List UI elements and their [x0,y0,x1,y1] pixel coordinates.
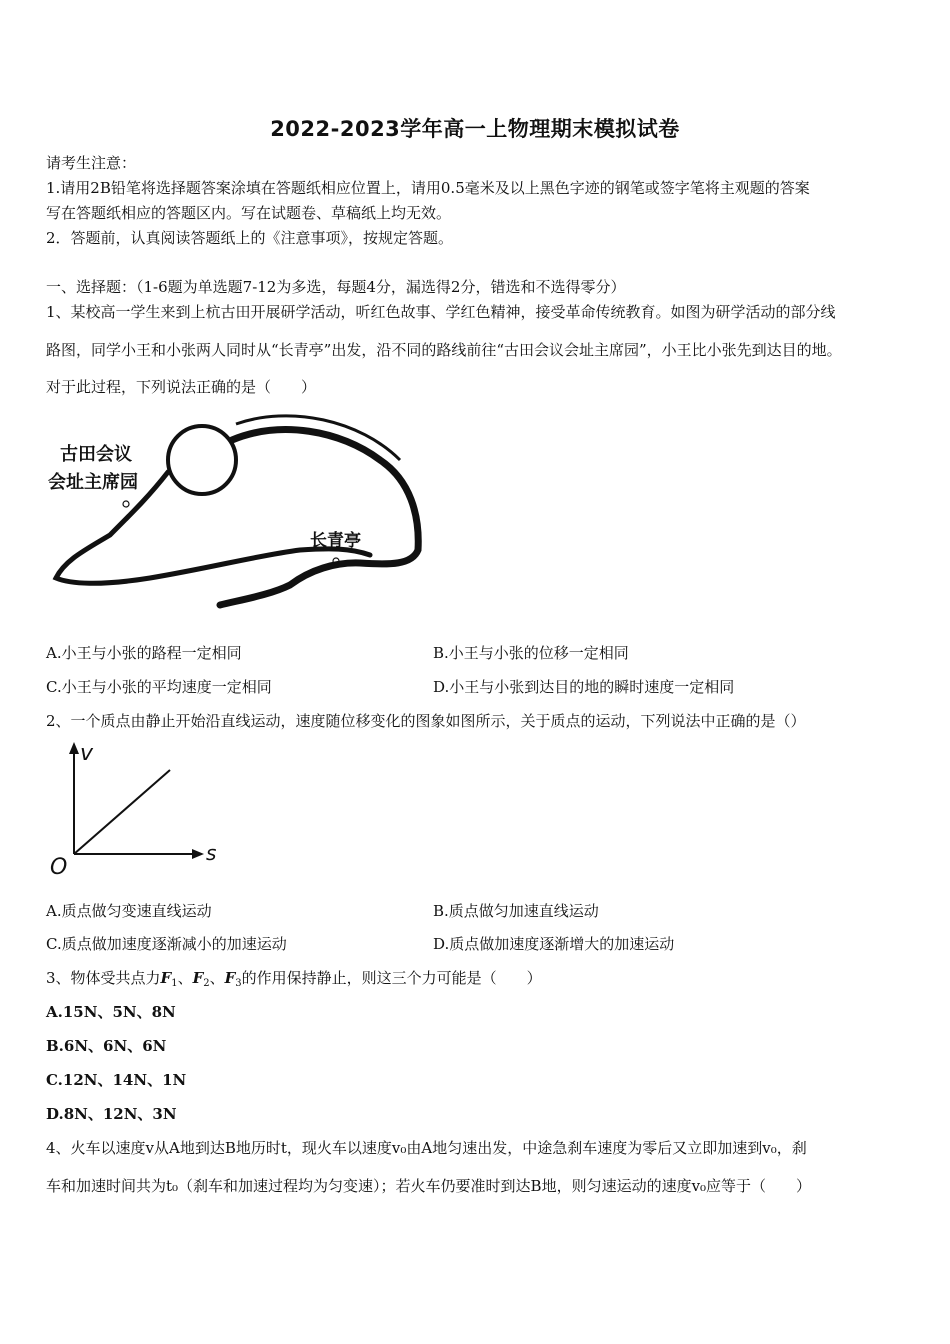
q2-option-b: B.质点做匀加速直线运动 [433,902,599,920]
q3-stem-pre: 3、物体受共点力 [46,969,161,987]
q3-option-c: C.12N、14N、1N [46,1071,187,1089]
graph-line [74,770,170,854]
graph-origin-label: O [50,855,68,878]
vs-graph-graphic [44,738,234,878]
q3-force-3-sub: 3 [235,978,242,989]
q2-stem: 2、一个质点由静止开始沿直线运动，速度随位移变化的图象如图所示，关于质点的运动，下列说法中正确的是（） [46,712,806,730]
q3-force-1: F [160,969,172,987]
graph-y-arrow [69,742,79,754]
map-label-dest-2: 会址主席园 [48,472,138,493]
q1-route-map [40,400,440,615]
q3-option-b: B.6N、6N、6N [46,1037,167,1055]
q3-force-2-sub: 2 [203,978,210,989]
map-label-start: 长青亭 [310,531,361,551]
graph-x-arrow [192,849,204,859]
q2-option-c: C.质点做加速度逐渐减小的加速运动 [46,935,287,953]
q3-force-2: F [192,969,204,987]
q3-option-a: A.15N、5N、8N [46,1003,176,1021]
section-heading: 一、选择题：（1-6题为单选题7-12为多选，每题4分，漏选得2分，错选和不选得零分） [46,278,626,296]
route-map-graphic [40,400,440,615]
map-label-dest-1: 古田会议 [60,444,132,465]
q3-force-3: F [224,969,236,987]
q1-option-d: D.小王与小张到达目的地的瞬时速度一定相同 [433,678,735,696]
q3-force-1-sub: 1 [171,978,178,989]
graph-x-label: s [206,841,217,865]
q3-stem-post: 的作用保持静止，则这三个力可能是（ ） [241,969,542,987]
notice-heading: 请考生注意： [46,154,137,172]
notice-item-1-line-1: 1.请用2B铅笔将选择题答案涂填在答题纸相应位置上，请用0.5毫米及以上黑色字迹的钢笔或签字笔将主观题的答案 [46,179,810,197]
q1-option-c: C.小王与小张的平均速度一定相同 [46,678,272,696]
q1-option-a: A.小王与小张的路程一定相同 [46,644,242,662]
q1-stem-line-2: 路图，同学小王和小张两人同时从“长青亭”出发，沿不同的路线前往“古田会议会址主席园”，小王比小张先到达目的地。 [46,341,842,359]
q2-vs-graph [44,738,234,878]
q1-stem-line-3: 对于此过程，下列说法正确的是（ ） [46,378,317,396]
q1-stem-line-1: 1、某校高一学生来到上杭古田开展研学活动，听红色故事、学红色精神，接受革命传统教育。如图为研学活动的部分线 [46,303,836,321]
q3-option-d: D.8N、12N、3N [46,1105,177,1123]
notice-item-2: 2．答题前，认真阅读答题纸上的《注意事项》，按规定答题。 [46,229,454,247]
page-title: 2022-2023学年高一上物理期末模拟试卷 [270,117,680,141]
notice-item-1-line-2: 写在答题纸相应的答题区内。写在试题卷、草稿纸上均无效。 [46,204,452,222]
q2-option-d: D.质点做加速度逐渐增大的加速运动 [433,935,675,953]
map-dest-marker [123,501,129,507]
q4-stem-line-1: 4、火车以速度v从A地到达B地历时t，现火车以速度v₀由A地匀速出发，中途急刹车速度为零后又立即加速到v₀，刹 [46,1139,807,1157]
map-route-upper [220,430,418,605]
q2-option-a: A.质点做匀变速直线运动 [46,902,212,920]
map-hill-circle [168,426,236,494]
q3-sep-1: 、 [177,969,193,987]
q3-stem [46,968,542,988]
q1-option-b: B.小王与小张的位移一定相同 [433,644,629,662]
graph-y-label: v [80,741,94,766]
q3-sep-2: 、 [209,969,225,987]
q4-stem-line-2: 车和加速时间共为t₀（刹车和加速过程均为匀变速）；若火车仍要准时到达B地，则匀速运动的速度v₀应等于（ ） [46,1177,812,1195]
